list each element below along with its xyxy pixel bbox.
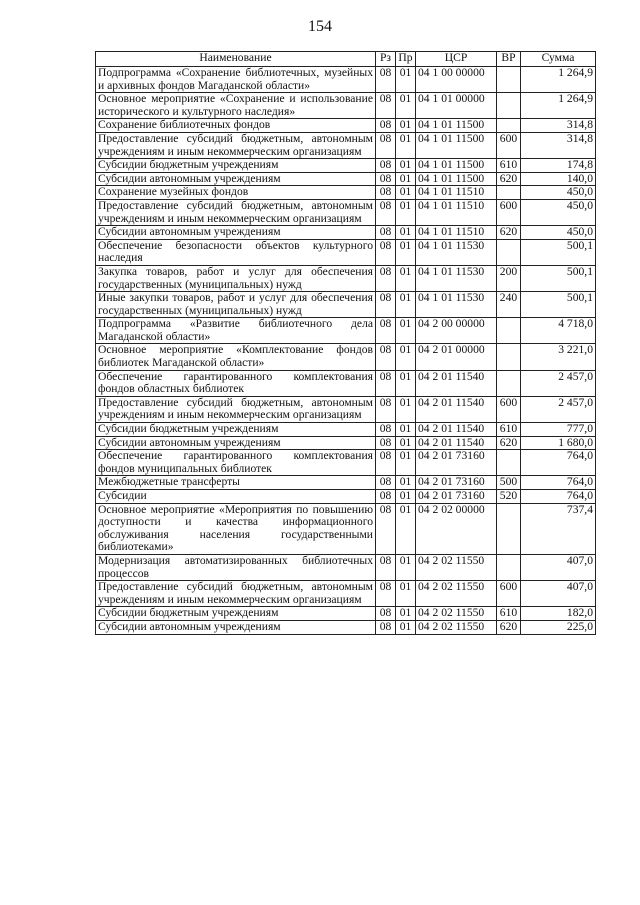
cell-vr: 600 — [497, 581, 521, 607]
cell-pr: 01 — [396, 396, 416, 422]
table-row — [96, 370, 596, 396]
cell-name: Межбюджетные трансферты — [96, 476, 376, 490]
cell-sum: 500,1 — [521, 265, 596, 291]
table-row — [96, 265, 596, 291]
cell-pr: 01 — [396, 554, 416, 580]
cell-vr: 520 — [497, 490, 521, 504]
cell-vr — [497, 239, 521, 265]
cell-csr: 04 1 01 11510 — [416, 199, 497, 225]
cell-csr: 04 2 02 11550 — [416, 620, 497, 634]
cell-name: Предоставление субсидий бюджетным, автономным учреждениям и иным некоммерческим организациям — [96, 132, 376, 158]
cell-rz: 08 — [376, 67, 396, 93]
cell-pr: 01 — [396, 292, 416, 318]
table-row — [96, 450, 596, 476]
cell-csr: 04 1 01 11510 — [416, 186, 497, 200]
cell-rz: 08 — [376, 476, 396, 490]
table-row — [96, 476, 596, 490]
cell-csr: 04 2 01 00000 — [416, 344, 497, 370]
cell-vr: 240 — [497, 292, 521, 318]
cell-sum: 450,0 — [521, 199, 596, 225]
cell-vr: 600 — [497, 199, 521, 225]
cell-sum: 314,8 — [521, 119, 596, 133]
cell-name: Субсидии бюджетным учреждениям — [96, 607, 376, 621]
cell-sum: 1 264,9 — [521, 93, 596, 119]
cell-pr: 01 — [396, 93, 416, 119]
table-row — [96, 132, 596, 158]
cell-rz: 08 — [376, 265, 396, 291]
cell-rz: 08 — [376, 186, 396, 200]
cell-sum: 407,0 — [521, 581, 596, 607]
cell-rz: 08 — [376, 370, 396, 396]
header-vr: ВР — [497, 52, 521, 67]
cell-pr: 01 — [396, 436, 416, 450]
cell-csr: 04 2 02 11550 — [416, 581, 497, 607]
cell-sum: 225,0 — [521, 620, 596, 634]
cell-vr: 620 — [497, 620, 521, 634]
cell-name: Обеспечение безопасности объектов культурного наследия — [96, 239, 376, 265]
cell-name: Обеспечение гарантированного комплектования фондов муниципальных библиотек — [96, 450, 376, 476]
table-row — [96, 119, 596, 133]
cell-pr: 01 — [396, 159, 416, 173]
cell-pr: 01 — [396, 119, 416, 133]
cell-rz: 08 — [376, 490, 396, 504]
cell-vr — [497, 119, 521, 133]
cell-name: Предоставление субсидий бюджетным, автономным учреждениям и иным некоммерческим организациям — [96, 199, 376, 225]
table-row — [96, 292, 596, 318]
cell-pr: 01 — [396, 476, 416, 490]
cell-rz: 08 — [376, 581, 396, 607]
cell-pr: 01 — [396, 318, 416, 344]
cell-rz: 08 — [376, 119, 396, 133]
cell-pr: 01 — [396, 186, 416, 200]
cell-name: Субсидии автономным учреждениям — [96, 226, 376, 240]
cell-sum: 2 457,0 — [521, 396, 596, 422]
cell-csr: 04 1 00 00000 — [416, 67, 497, 93]
page-number: 154 — [308, 18, 332, 35]
cell-name: Предоставление субсидий бюджетным, автономным учреждениям и иным некоммерческим организациям — [96, 396, 376, 422]
cell-vr: 620 — [497, 226, 521, 240]
cell-csr: 04 1 01 11530 — [416, 265, 497, 291]
cell-sum: 4 718,0 — [521, 318, 596, 344]
cell-pr: 01 — [396, 199, 416, 225]
cell-vr — [497, 186, 521, 200]
cell-vr — [497, 370, 521, 396]
cell-vr: 200 — [497, 265, 521, 291]
cell-name: Закупка товаров, работ и услуг для обеспечения государственных (муниципальных) нужд — [96, 265, 376, 291]
cell-rz: 08 — [376, 239, 396, 265]
table-row — [96, 423, 596, 437]
cell-vr — [497, 503, 521, 554]
cell-csr: 04 1 01 11500 — [416, 172, 497, 186]
cell-rz: 08 — [376, 450, 396, 476]
cell-vr: 610 — [497, 159, 521, 173]
cell-pr: 01 — [396, 503, 416, 554]
cell-sum: 764,0 — [521, 490, 596, 504]
cell-rz: 08 — [376, 132, 396, 158]
cell-vr — [497, 554, 521, 580]
cell-name: Субсидии автономным учреждениям — [96, 172, 376, 186]
cell-pr: 01 — [396, 226, 416, 240]
cell-name: Подпрограмма «Развитие библиотечного дела Магаданской области» — [96, 318, 376, 344]
cell-vr: 500 — [497, 476, 521, 490]
cell-name: Субсидии бюджетным учреждениям — [96, 159, 376, 173]
cell-vr: 620 — [497, 436, 521, 450]
table-row — [96, 67, 596, 93]
cell-pr: 01 — [396, 67, 416, 93]
cell-name: Основное мероприятие «Комплектование фондов библиотек Магаданской области» — [96, 344, 376, 370]
table-row — [96, 607, 596, 621]
cell-csr: 04 1 01 00000 — [416, 93, 497, 119]
cell-sum: 140,0 — [521, 172, 596, 186]
cell-rz: 08 — [376, 620, 396, 634]
cell-rz: 08 — [376, 199, 396, 225]
cell-name: Основное мероприятие «Сохранение и использование исторического и культурного наследия» — [96, 93, 376, 119]
cell-csr: 04 1 01 11530 — [416, 239, 497, 265]
cell-csr: 04 2 02 00000 — [416, 503, 497, 554]
table-row — [96, 239, 596, 265]
cell-csr: 04 2 02 11550 — [416, 554, 497, 580]
table-row — [96, 344, 596, 370]
cell-vr: 610 — [497, 607, 521, 621]
cell-name: Субсидии автономным учреждениям — [96, 620, 376, 634]
cell-pr: 01 — [396, 581, 416, 607]
cell-name: Субсидии бюджетным учреждениям — [96, 423, 376, 437]
cell-pr: 01 — [396, 423, 416, 437]
cell-name: Сохранение музейных фондов — [96, 186, 376, 200]
cell-csr: 04 2 01 73160 — [416, 476, 497, 490]
cell-pr: 01 — [396, 607, 416, 621]
cell-pr: 01 — [396, 172, 416, 186]
cell-csr: 04 1 01 11500 — [416, 119, 497, 133]
table-row — [96, 503, 596, 554]
cell-sum: 450,0 — [521, 186, 596, 200]
cell-csr: 04 2 01 73160 — [416, 490, 497, 504]
cell-sum: 1 264,9 — [521, 67, 596, 93]
cell-name: Модернизация автоматизированных библиотечных процессов — [96, 554, 376, 580]
cell-sum: 407,0 — [521, 554, 596, 580]
cell-vr: 620 — [497, 172, 521, 186]
cell-csr: 04 2 01 11540 — [416, 370, 497, 396]
cell-rz: 08 — [376, 172, 396, 186]
cell-sum: 182,0 — [521, 607, 596, 621]
cell-sum: 764,0 — [521, 476, 596, 490]
cell-rz: 08 — [376, 93, 396, 119]
cell-csr: 04 1 01 11510 — [416, 226, 497, 240]
cell-rz: 08 — [376, 396, 396, 422]
cell-pr: 01 — [396, 370, 416, 396]
table-row — [96, 186, 596, 200]
header-name: Наименование — [96, 52, 376, 67]
cell-rz: 08 — [376, 503, 396, 554]
cell-pr: 01 — [396, 450, 416, 476]
header-sum: Сумма — [521, 52, 596, 67]
cell-name: Иные закупки товаров, работ и услуг для обеспечения государственных (муниципальных) нужд — [96, 292, 376, 318]
cell-name: Основное мероприятие «Мероприятия по повышению доступности и качества информационного обслуживания населения государственными библиотеками» — [96, 503, 376, 554]
cell-rz: 08 — [376, 344, 396, 370]
cell-sum: 3 221,0 — [521, 344, 596, 370]
cell-csr: 04 2 01 11540 — [416, 436, 497, 450]
table-row — [96, 226, 596, 240]
cell-vr — [497, 67, 521, 93]
cell-name: Обеспечение гарантированного комплектования фондов областных библиотек — [96, 370, 376, 396]
table-row — [96, 318, 596, 344]
cell-sum: 500,1 — [521, 292, 596, 318]
cell-csr: 04 2 01 11540 — [416, 396, 497, 422]
header-csr: ЦСР — [416, 52, 497, 67]
cell-pr: 01 — [396, 239, 416, 265]
table-row — [96, 554, 596, 580]
cell-pr: 01 — [396, 265, 416, 291]
cell-rz: 08 — [376, 159, 396, 173]
cell-csr: 04 2 01 11540 — [416, 423, 497, 437]
cell-rz: 08 — [376, 436, 396, 450]
cell-pr: 01 — [396, 490, 416, 504]
table-row — [96, 581, 596, 607]
table-row — [96, 172, 596, 186]
cell-sum: 737,4 — [521, 503, 596, 554]
cell-pr: 01 — [396, 344, 416, 370]
cell-rz: 08 — [376, 318, 396, 344]
cell-sum: 314,8 — [521, 132, 596, 158]
cell-csr: 04 1 01 11500 — [416, 159, 497, 173]
cell-sum: 2 457,0 — [521, 370, 596, 396]
table-row — [96, 199, 596, 225]
cell-sum: 777,0 — [521, 423, 596, 437]
table-row — [96, 490, 596, 504]
cell-sum: 1 680,0 — [521, 436, 596, 450]
cell-vr: 600 — [497, 396, 521, 422]
cell-pr: 01 — [396, 620, 416, 634]
cell-name: Подпрограмма «Сохранение библиотечных, музейных и архивных фондов Магаданской области» — [96, 67, 376, 93]
cell-rz: 08 — [376, 423, 396, 437]
cell-pr: 01 — [396, 132, 416, 158]
cell-vr: 610 — [497, 423, 521, 437]
table-row — [96, 620, 596, 634]
cell-csr: 04 1 01 11530 — [416, 292, 497, 318]
cell-vr — [497, 93, 521, 119]
cell-sum: 764,0 — [521, 450, 596, 476]
cell-rz: 08 — [376, 292, 396, 318]
header-pr: Пр — [396, 52, 416, 67]
cell-name: Сохранение библиотечных фондов — [96, 119, 376, 133]
cell-vr — [497, 450, 521, 476]
cell-rz: 08 — [376, 226, 396, 240]
cell-sum: 500,1 — [521, 239, 596, 265]
cell-vr — [497, 318, 521, 344]
cell-rz: 08 — [376, 554, 396, 580]
table-row — [96, 396, 596, 422]
cell-csr: 04 2 01 73160 — [416, 450, 497, 476]
cell-sum: 450,0 — [521, 226, 596, 240]
table-header-row — [96, 52, 596, 67]
cell-name: Субсидии — [96, 490, 376, 504]
cell-name: Предоставление субсидий бюджетным, автономным учреждениям и иным некоммерческим организациям — [96, 581, 376, 607]
table-row — [96, 93, 596, 119]
table-row — [96, 159, 596, 173]
cell-vr — [497, 344, 521, 370]
cell-csr: 04 2 02 11550 — [416, 607, 497, 621]
cell-sum: 174,8 — [521, 159, 596, 173]
header-rz: Рз — [376, 52, 396, 67]
table-row — [96, 436, 596, 450]
cell-csr: 04 1 01 11500 — [416, 132, 497, 158]
cell-vr: 600 — [497, 132, 521, 158]
cell-name: Субсидии автономным учреждениям — [96, 436, 376, 450]
cell-csr: 04 2 00 00000 — [416, 318, 497, 344]
budget-table — [95, 51, 596, 635]
cell-rz: 08 — [376, 607, 396, 621]
